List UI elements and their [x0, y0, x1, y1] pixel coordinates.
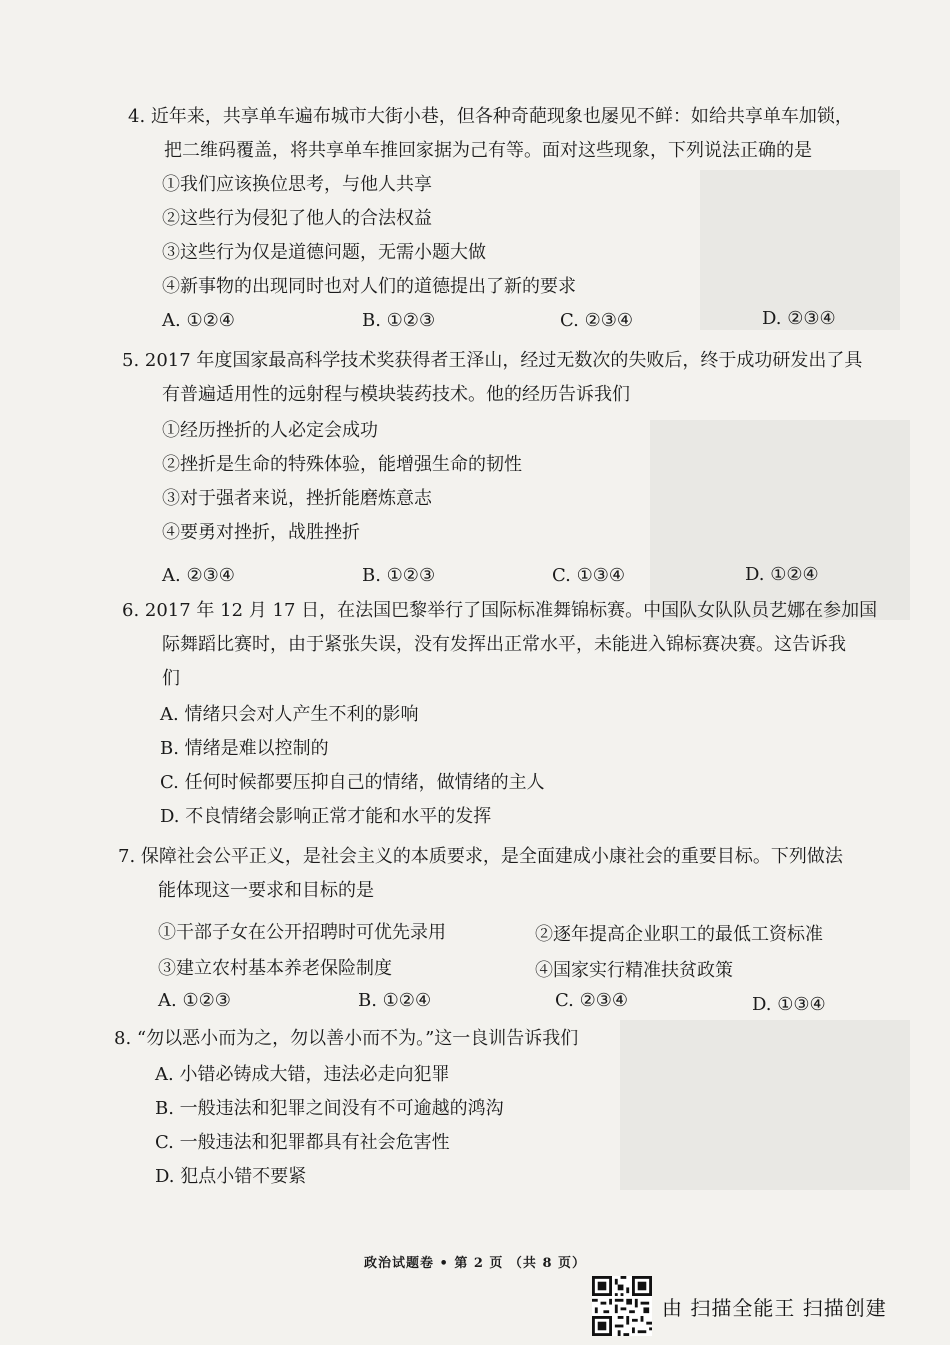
choice-c[interactable]: C. 一般违法和犯罪都具有社会危害性 — [155, 1132, 450, 1153]
statement: ③建立农村基本养老保险制度 — [158, 958, 392, 979]
statement: ①经历挫折的人必定会成功 — [162, 420, 378, 441]
statement: ②这些行为侵犯了他人的合法权益 — [162, 208, 432, 229]
choice-b[interactable]: B. ①②③ — [362, 310, 436, 331]
choice-list — [160, 698, 545, 834]
question-stem: 5. 2017 年度国家最高科学技术奖获得者王泽山，经过无数次的失败后，终于成功研发出了具 — [122, 350, 863, 371]
question-6 — [122, 594, 922, 696]
question-7 — [118, 840, 918, 908]
statement: ④新事物的出现同时也对人们的道德提出了新的要求 — [162, 276, 576, 297]
bleed-through-shadow — [700, 170, 900, 330]
question-stem: 6. 2017 年 12 月 17 日，在法国巴黎举行了国际标准舞锦标赛。中国队女队队员艺娜在参加国 — [122, 600, 878, 621]
page-footer: 政治试题卷 • 第 2 页 （共 8 页） — [363, 1256, 587, 1271]
choice-b[interactable]: B. ①②③ — [362, 565, 436, 586]
question-stem-continued: 际舞蹈比赛时，由于紧张失误，没有发挥出正常水平，未能进入锦标赛决赛。这告诉我 — [162, 634, 846, 655]
scanner-watermark — [592, 1276, 887, 1336]
choice-a[interactable]: A. 情绪只会对人产生不利的影响 — [160, 704, 419, 725]
statement: ②逐年提高企业职工的最低工资标准 — [535, 924, 823, 945]
question-stem: 8. “勿以恶小而为之，勿以善小而不为。”这一良训告诉我们 — [114, 1028, 579, 1049]
choice-c[interactable]: C. ①③④ — [552, 565, 625, 586]
question-5 — [122, 344, 922, 412]
question-4 — [128, 100, 928, 168]
bleed-through-shadow — [650, 420, 910, 620]
question-stem: 4. 近年来，共享单车遍布城市大街小巷，但各种奇葩现象也屡见不鲜：如给共享单车加锁， — [128, 106, 853, 127]
choice-a[interactable]: A. ②③④ — [162, 565, 235, 586]
choice-d[interactable]: D. 不良情绪会影响正常才能和水平的发挥 — [160, 806, 492, 827]
choice-a[interactable]: A. ①②③ — [158, 990, 231, 1011]
choice-a[interactable]: A. 小错必铸成大错，违法必走向犯罪 — [155, 1064, 450, 1085]
question-stem-continued: 有普遍适用性的远射程与模块装药技术。他的经历告诉我们 — [162, 384, 630, 405]
question-stem: 7. 保障社会公平正义，是社会主义的本质要求，是全面建成小康社会的重要目标。下列做法 — [118, 846, 843, 867]
qr-code-icon — [592, 1276, 652, 1336]
choice-d[interactable]: D. ①②④ — [745, 564, 819, 585]
statement: ④国家实行精准扶贫政策 — [535, 960, 733, 981]
question-8 — [114, 1022, 914, 1056]
statement: ①我们应该换位思考，与他人共享 — [162, 174, 432, 195]
choice-d[interactable]: D. ②③④ — [762, 308, 836, 329]
choice-list — [155, 1058, 504, 1194]
statement: ③对于强者来说，挫折能磨炼意志 — [162, 488, 432, 509]
choice-c[interactable]: C. 任何时候都要压抑自己的情绪，做情绪的主人 — [160, 772, 545, 793]
choice-c[interactable]: C. ②③④ — [560, 310, 633, 331]
choice-b[interactable]: B. ①②④ — [358, 990, 432, 1011]
choice-b[interactable]: B. 情绪是难以控制的 — [160, 738, 329, 759]
choice-b[interactable]: B. 一般违法和犯罪之间没有不可逾越的鸿沟 — [155, 1098, 504, 1119]
statement: ③这些行为仅是道德问题，无需小题大做 — [162, 242, 486, 263]
question-stem-continued: 把二维码覆盖，将共享单车推回家据为己有等。面对这些现象，下列说法正确的是 — [164, 140, 812, 161]
choice-a[interactable]: A. ①②④ — [162, 310, 235, 331]
statement-list — [162, 168, 576, 304]
scanner-watermark-text: 由 扫描全能王 扫描创建 — [662, 1295, 887, 1320]
statement-list — [162, 414, 522, 550]
choice-d[interactable]: D. ①③④ — [752, 994, 826, 1015]
choice-c[interactable]: C. ②③④ — [555, 990, 628, 1011]
statement: ②挫折是生命的特殊体验，能增强生命的韧性 — [162, 454, 522, 475]
statement: ①干部子女在公开招聘时可优先录用 — [158, 922, 446, 943]
statement: ④要勇对挫折，战胜挫折 — [162, 522, 360, 543]
question-stem-continued: 能体现这一要求和目标的是 — [158, 880, 374, 901]
question-stem-continued: 们 — [162, 668, 180, 689]
choice-d[interactable]: D. 犯点小错不要紧 — [155, 1166, 307, 1187]
